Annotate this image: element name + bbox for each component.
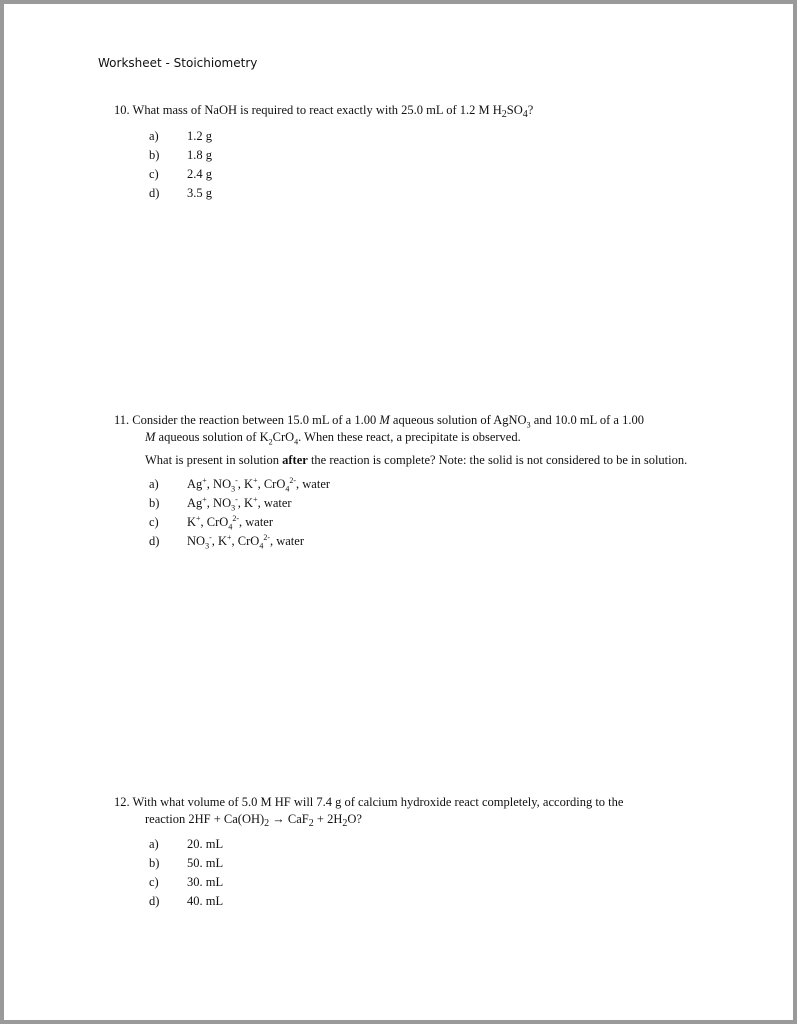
answer-option[interactable]: a) Ag+, $NO_3^-$, K+, CrO$_4^{2-}$, water: [149, 475, 331, 494]
answer-option[interactable]: c) 30. mL: [149, 875, 224, 889]
answer-option[interactable]: b) 1.8 g: [149, 148, 212, 162]
answer-option[interactable]: b) Ag+, $NO_3^-$, K+, water: [149, 494, 292, 513]
question-10: [114, 102, 714, 203]
answer-option[interactable]: c) K+, CrO$_4^{2-}$, water: [149, 513, 274, 532]
answer-option[interactable]: a) 1.2 g: [149, 129, 212, 143]
question-10-text: 10. What mass of NaOH is required to react exactly with 25.0 mL of 1.2 M $H_2SO_4$?: [114, 103, 534, 120]
worksheet-title: Worksheet - Stoichiometry: [98, 56, 258, 70]
question-number: 12.: [114, 795, 130, 809]
question-number: 11.: [114, 413, 130, 427]
answer-options: [114, 835, 714, 911]
answer-option[interactable]: a) 20. mL: [149, 837, 224, 851]
answer-options: [114, 127, 714, 203]
question-12-text-line2: reaction $2HF + Ca(OH)_2 \to CaF_2 + 2H_2O$?: [145, 812, 362, 829]
question-11: [114, 412, 714, 551]
answer-option[interactable]: d) 3.5 g: [149, 186, 212, 200]
question-number: 10.: [114, 103, 130, 117]
question-12: [114, 794, 714, 911]
question-12-text-line1: 12. With what volume of 5.0 M HF will 7.4 g of calcium hydroxide react completely, according to the: [114, 795, 624, 809]
question-11-text-line2: M aqueous solution of $K_2CrO_4$. When these react, a precipitate is observed.: [145, 430, 521, 447]
answer-option[interactable]: d) $NO_3^-$, K+, CrO$_4^{2-}$, water: [149, 532, 304, 551]
question-11-text-line1: 11. Consider the reaction between 15.0 mL of a 1.00 M aqueous solution of AgNO$_3$ and 10.0 mL of a 1.00: [114, 413, 644, 430]
worksheet-page: [4, 4, 793, 1020]
answer-options: [114, 475, 714, 551]
question-11-prompt: What is present in solution after the reaction is complete? Note: the solid is not considered to be in solution.: [145, 453, 688, 467]
answer-option[interactable]: b) 50. mL: [149, 856, 224, 870]
answer-option[interactable]: d) 40. mL: [149, 894, 224, 908]
answer-option[interactable]: c) 2.4 g: [149, 167, 212, 181]
